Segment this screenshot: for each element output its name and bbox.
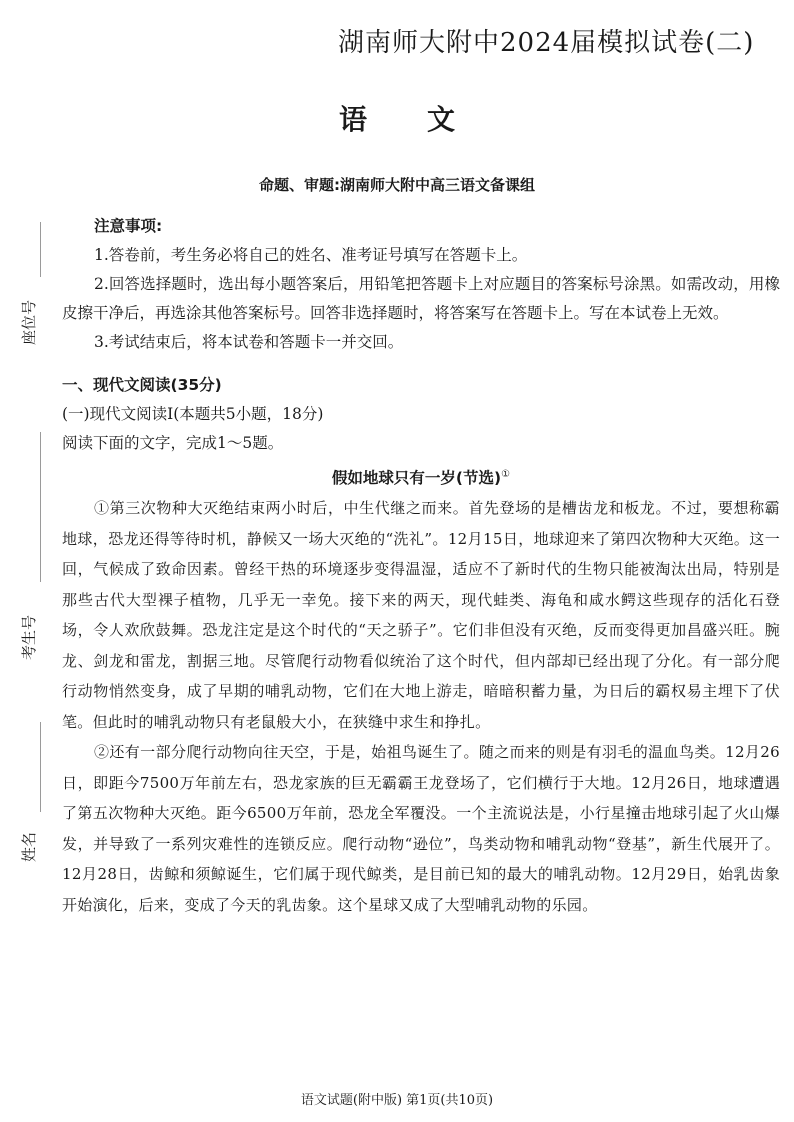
authors-line: 命题、审题:湖南师大附中高三语文备课组 <box>258 176 535 194</box>
name-label: 姓名 <box>20 831 38 862</box>
section-instruction: 阅读下面的文字，完成1～5题。 <box>62 434 284 452</box>
article-title-text: 假如地球只有一岁(节选) <box>331 469 502 488</box>
article-paragraph: ①第三次物种大灭绝结束两小时后，中生代继之而来。首先登场的是槽齿龙和板龙。不过，要想称霸地球，恐龙还得等待时机，静候又一场大灭绝的“洗礼”。12月15日，地球迎来了第四次物种大灭绝。这一回，气候成了致命因素。曾经干热的环境逐步变得温湿，适应不了新时代的生物只能被淘汰出局，特别是那些古代大型裸子植物，几乎无一幸免。接下来的两天，现代蛙类、海龟和咸水鳄这些现存的活化石登场，令人欢欣鼓舞。恐龙注定是这个时代的“天之骄子”。它们非但没有灭绝，反而变得更加昌盛兴旺。腕龙、剑龙和雷龙，割据三地。尽管爬行动物看似统治了这个时代，但内部却已经出现了分化。有一部分爬行动物悄然变身，成了早期的哺乳动物，它们在大地上游走，暗暗积蓄力量，为日后的霸权易主埋下了伏笔。但此时的哺乳动物只有老鼠般大小，在狭缝中求生和挣扎。 <box>62 499 780 731</box>
notice-item: 2.回答选择题时，选出每小题答案后，用铅笔把答题卡上对应题目的答案标号涂黑。如需改动，用橡皮擦干净后，再选涂其他答案标号。回答非选择题时，将答案写在答题卡上。写在本试卷上无效。 <box>62 275 780 322</box>
seat-number-label: 座位号 <box>20 299 38 345</box>
margin-line <box>40 432 41 582</box>
article-paragraph: ②还有一部分爬行动物向往天空，于是，始祖鸟诞生了。随之而来的则是有羽毛的温血鸟类。12月26日，即距今7500万年前左右，恐龙家族的巨无霸霸王龙登场了，它们横行于大地。12月26日，地球遭遇了第五次物种大灭绝。距今6500万年前，恐龙全军覆没。一个主流说法是，小行星撞击地球引起了火山爆发，并导致了一系列灾难性的连锁反应。爬行动物“逊位”，鸟类动物和哺乳动物“登基”，新生代展开了。12月28日，齿鲸和须鲸诞生，它们属于现代鲸类，是目前已知的最大的哺乳动物。12月29日，始乳齿象开始演化，后来，变成了今天的乳齿象。这个星球又成了大型哺乳动物的乐园。 <box>62 743 780 914</box>
exam-content <box>62 212 780 920</box>
page-footer: 语文试题(附中版) 第1页(共10页) <box>300 1093 494 1108</box>
margin-line <box>40 222 41 277</box>
student-number-label: 考生号 <box>20 614 38 660</box>
footnote-mark: ① <box>501 469 511 480</box>
binding-margin <box>0 0 60 1122</box>
subject-char-left: 语 <box>338 103 367 136</box>
margin-line <box>40 722 41 812</box>
subject-title <box>0 98 794 138</box>
notice-title: 注意事项: <box>94 217 163 235</box>
article-title <box>62 460 780 493</box>
section-title: 一、现代文阅读(35分) <box>62 376 222 394</box>
exam-title: 湖南师大附中2024届模拟试卷(二) <box>338 28 755 58</box>
notice-item: 3.考试结束后，将本试卷和答题卡一并交回。 <box>94 333 404 351</box>
subject-char-right: 文 <box>427 103 456 136</box>
section-subtitle: (一)现代文阅读Ⅰ(本题共5小题，18分) <box>62 405 324 423</box>
notice-item: 1.答卷前，考生务必将自己的姓名、准考证号填写在答题卡上。 <box>94 246 528 264</box>
